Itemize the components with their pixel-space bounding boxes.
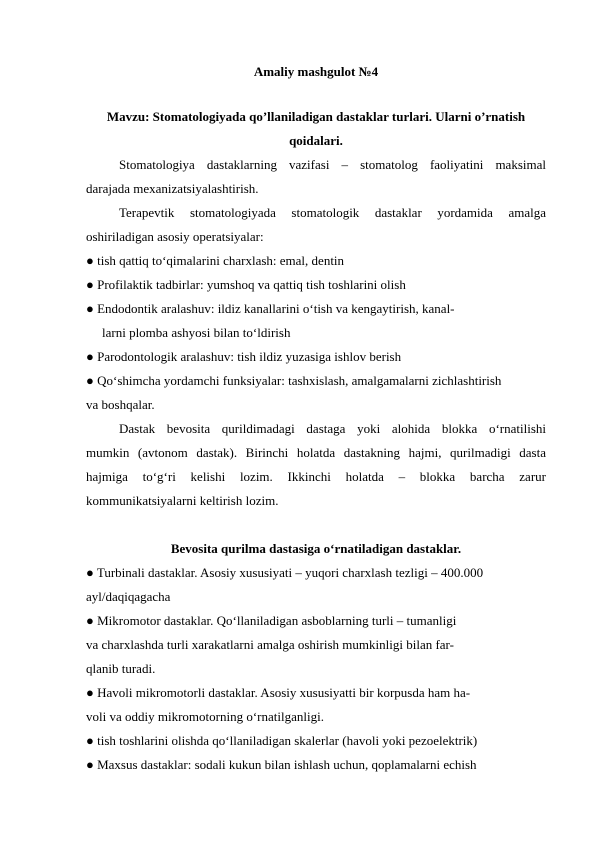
topic-heading-line1: Mavzu: Stomatologiyada qo’llaniladigan dastaklar turlari. Ularni o’rnatish — [106, 109, 526, 124]
bullet-item-continuation: va charxlashda turli xarakatlarni amalga oshirish mumkinligi bilan far- — [86, 637, 454, 652]
topic-heading-line2: qoidalari. — [289, 133, 343, 148]
page-title: Amaliy mashgulot №4 — [253, 64, 379, 79]
paragraph-3-line: Dastak bevosita qurildimadagi dastaga yoki alohida blokka o‘rnatilishi — [119, 421, 546, 436]
section-subheading: Bevosita qurilma dastasiga o‘rnatiladigan dastaklar. — [170, 541, 462, 556]
bullet-item: ● Profilaktik tadbirlar: yumshoq va qattiq tish toshlarini olish — [86, 277, 406, 292]
bullet-item: ● Mikromotor dastaklar. Qo‘llaniladigan asboblarning turli – tumanligi — [86, 613, 457, 628]
bullet-item: ● Endodontik aralashuv: ildiz kanallarini o‘tish va kengaytirish, kanal- — [86, 301, 455, 316]
bullet-item-continuation: va boshqalar. — [86, 397, 155, 412]
paragraph-3-line: kommunikatsiyalarni keltirish lozim. — [86, 493, 279, 508]
paragraph-2-line: Terapevtik stomatologiyada stomatologik dastaklar yordamida amalga — [119, 205, 546, 220]
bullet-item: ● Parodontologik aralashuv: tish ildiz yuzasiga ishlov berish — [86, 349, 402, 364]
bullet-item-continuation: qlanib turadi. — [86, 661, 156, 676]
bullet-item: ● tish toshlarini olishda qo‘llaniladigan skalerlar (havoli yoki pezoelektrik) — [86, 733, 478, 748]
bullet-item-continuation: voli va oddiy mikromotorning o‘rnatilganligi. — [86, 709, 324, 724]
bullet-item: ● Turbinali dastaklar. Asosiy xususiyati – yuqori charxlash tezligi – 400.000 — [86, 565, 484, 580]
bullet-item: ● tish qattiq to‘qimalarini charxlash: emal, dentin — [86, 253, 345, 268]
bullet-item: ● Havoli mikromotorli dastaklar. Asosiy xususiyatti bir korpusda ham ha- — [86, 685, 471, 700]
bullet-item: ● Maxsus dastaklar: sodali kukun bilan ishlash uchun, qoplamalarni echish — [86, 757, 477, 772]
paragraph-3-line: mumkin (avtonom dastak). Birinchi holatda dastakning hajmi, qurilmadigi dasta — [86, 445, 546, 460]
paragraph-2-line: oshiriladigan asosiy operatsiyalar: — [86, 229, 264, 244]
bullet-item: ● Qo‘shimcha yordamchi funksiyalar: tashxislash, amalgamalarni zichlashtirish — [86, 373, 502, 388]
bullet-item-continuation: larni plomba ashyosi bilan to‘ldirish — [102, 325, 291, 340]
paragraph-1-line: Stomatologiya dastaklarning vazifasi – stomatolog faoliyatini maksimal — [119, 157, 546, 172]
paragraph-1-line: darajada mexanizatsiyalashtirish. — [86, 181, 259, 196]
bullet-item-continuation: ayl/daqiqagacha — [86, 589, 171, 604]
paragraph-3-line: hajmiga to‘g‘ri kelishi lozim. Ikkinchi holatda – blokka barcha zarur — [86, 469, 546, 484]
